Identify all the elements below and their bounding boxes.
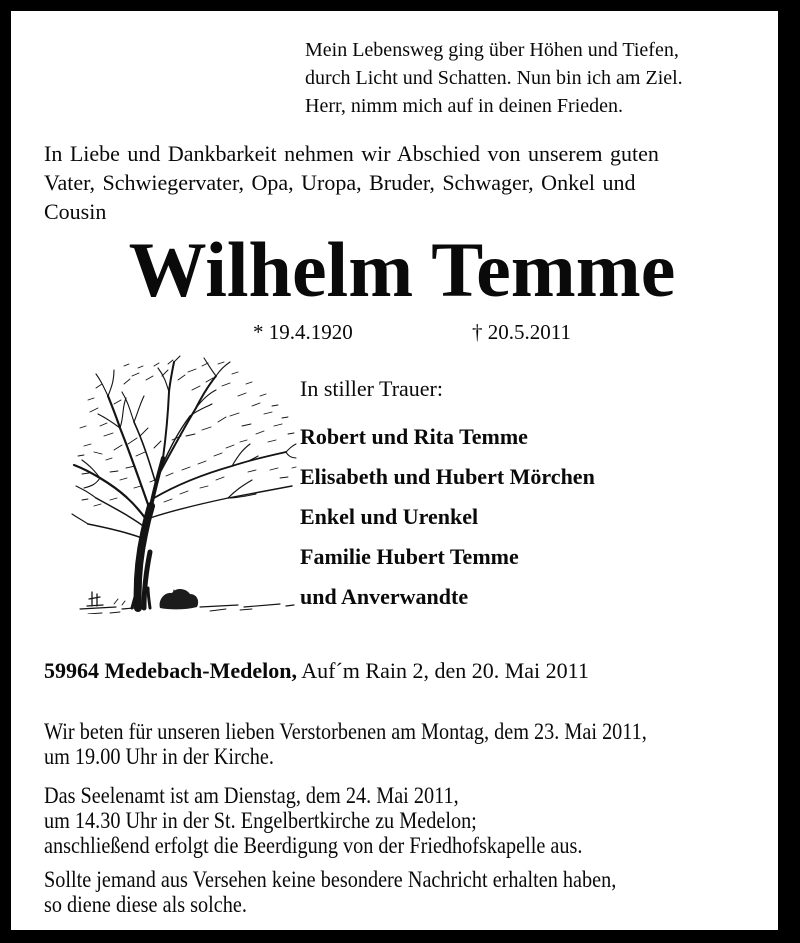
epigraph (305, 36, 683, 120)
intro-line: Cousin (44, 199, 107, 224)
mourner-name: Familie Hubert Temme (300, 544, 519, 569)
mourner-name: Elisabeth und Hubert Mörchen (300, 464, 595, 489)
birth-date: * 19.4.1920 (253, 320, 353, 344)
paragraph-line: um 14.30 Uhr in der St. Engelbertkirche zu Medelon; (44, 808, 477, 833)
intro-line: In Liebe und Dankbarkeit nehmen wir Abschied von unserem guten (44, 141, 659, 166)
death-date: † 20.5.2011 (472, 320, 571, 344)
requiem-paragraph (44, 783, 656, 858)
life-dates (0, 320, 800, 350)
mourner-name: Robert und Rita Temme (300, 424, 528, 449)
epigraph-line: durch Licht und Schatten. Nun bin ich am Ziel. (305, 67, 683, 89)
paragraph-line: Sollte jemand aus Versehen keine besondere Nachricht erhalten haben, (44, 867, 617, 892)
epigraph-line: Mein Lebensweg ging über Höhen und Tiefen, (305, 39, 679, 61)
mourners-list (300, 417, 595, 617)
dateline-city: 59964 Medebach-Medelon, (44, 658, 297, 683)
mourner-name: Enkel und Urenkel (300, 504, 479, 529)
paragraph-line: Das Seelenamt ist am Dienstag, dem 24. Mai 2011, (44, 783, 459, 808)
closing-note (44, 867, 694, 917)
mourner-name: und Anverwandte (300, 584, 469, 609)
paragraph-line: Wir beten für unseren lieben Verstorbenen am Montag, dem 23. Mai 2011, (44, 719, 647, 744)
mourning-heading: In stiller Trauer: (300, 376, 443, 401)
dateline-address: Auf´m Rain 2, den 20. Mai 2011 (296, 658, 589, 683)
paragraph-line: um 19.00 Uhr in der Kirche. (44, 744, 274, 769)
dateline (44, 658, 589, 684)
paragraph-line: so diene diese als solche. (44, 892, 247, 917)
deceased-name: Wilhelm Temme (128, 226, 676, 313)
intro-paragraph (44, 139, 659, 226)
prayer-service-paragraph (44, 719, 729, 769)
paragraph-line: anschließend erfolgt die Beerdigung von der Friedhofskapelle aus. (44, 833, 583, 858)
epigraph-line: Herr, nimm mich auf in deinen Frieden. (305, 95, 623, 117)
intro-line: Vater, Schwiegervater, Opa, Uropa, Bruder, Schwager, Onkel und (44, 170, 636, 195)
bare-tree-sketch-icon (70, 352, 298, 614)
